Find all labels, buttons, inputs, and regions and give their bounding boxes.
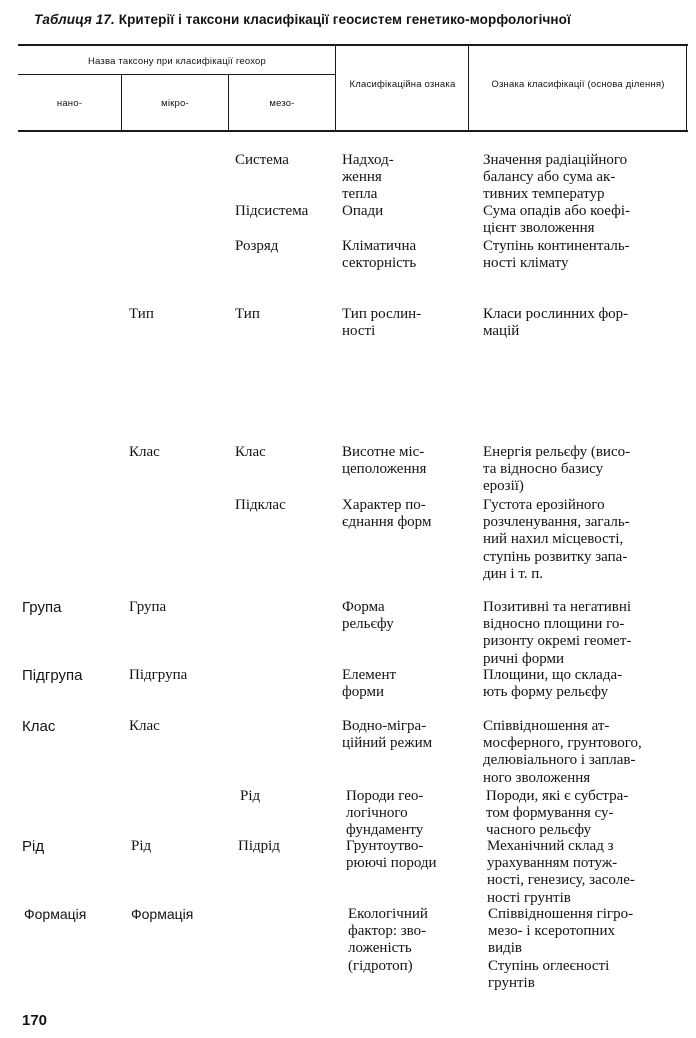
header-micro: мікро- [161,98,189,109]
caption-label: Таблиця 17. [34,12,115,27]
cell-nano: Рід [22,838,45,855]
cell-criterion: Елемент форми [342,667,397,701]
cell-basis: Позитивні та негативні відносно площини го- ризонту окремі геомет- ричні форми [483,599,632,667]
cell-meso: Клас [235,444,266,460]
header-meso: мезо- [269,98,295,109]
header-divider-5 [686,44,687,130]
cell-basis: Сума опадів або коефі- цієнт зволоження [483,203,631,237]
cell-nano: Клас [22,718,56,735]
cell-basis: Енергія рельєфу (висо- та відносно базису ерозії) [483,444,631,495]
table-caption [34,12,696,27]
group-header-rule [18,74,336,75]
cell-meso: Підрід [238,838,280,854]
header-basis: Ознака класифікації (основа ділення) [491,79,665,90]
cell-meso: Тип [235,306,260,322]
caption-text: Критерії і таксони класифікації геосистем генетико-морфологічної [118,12,571,27]
cell-nano: Підгрупа [22,667,83,684]
cell-basis: Ступінь континенталь- ності клімату [483,238,630,272]
cell-basis: Значення радіаційного балансу або сума ак- тивних температур [483,152,628,203]
cell-micro: Клас [129,718,160,734]
cell-micro: Підгрупа [129,667,188,683]
cell-basis: Співвідношення ат- мосферного, грунтового, делювіального і заплав- ного зволоження [483,718,642,786]
cell-criterion: Породи гео- логічного фундаменту [346,788,424,839]
table-top-rule [18,44,688,46]
cell-micro: Формація [131,906,194,922]
cell-basis: Механічний склад з урахуванням потуж- ності, генезису, засоле- ності грунтів [487,838,635,906]
cell-criterion: Грунтоутво- рюючі породи [346,838,437,872]
cell-meso: Розряд [235,238,279,254]
cell-criterion: Водно-мігра- ційний режим [342,718,433,752]
cell-basis: Породи, які є субстра- том формування су- часного рельєфу [486,788,629,839]
cell-basis: Класи рослинних фор- мацій [483,306,629,340]
cell-micro: Клас [129,444,160,460]
header-criterion: Класифікаційна ознака [349,79,456,90]
cell-meso: Підсистема [235,203,309,219]
cell-basis: Співвідношення гігро- мезо- і ксеротопних видів Ступінь оглеєності грунтів [488,906,634,991]
cell-micro: Рід [131,838,152,854]
header-divider-4 [468,44,469,130]
cell-meso: Підклас [235,497,286,513]
cell-criterion: Кліматична секторність [342,238,417,272]
cell-micro: Група [129,599,167,615]
cell-basis: Площини, що склада- ють форму рельєфу [483,667,623,701]
cell-criterion: Екологічний фактор: зво- ложеність (гідротоп) [348,906,428,974]
header-bottom-rule [18,130,688,132]
header-taxon-group: Назва таксону при класифікації геохор [87,56,267,67]
cell-meso: Система [235,152,289,168]
cell-nano: Група [22,599,62,616]
cell-meso: Рід [240,788,261,804]
cell-criterion: Тип рослин- ності [342,306,422,340]
cell-micro: Тип [129,306,154,322]
cell-criterion: Форма рельєфу [342,599,394,633]
header-nano: нано- [56,98,83,109]
header-divider-3 [335,44,336,130]
cell-criterion: Опади [342,203,384,219]
page-number: 170 [22,1012,48,1029]
cell-criterion: Висотне міс- цеположення [342,444,427,478]
cell-basis: Густота ерозійного розчленування, загаль- ний нахил місцевості, ступінь розвитку запа- дин і т. п. [483,497,630,582]
cell-criterion: Надход- ження тепла [342,152,394,203]
cell-criterion: Характер по- єднання форм [342,497,432,531]
cell-nano: Формація [24,906,87,922]
